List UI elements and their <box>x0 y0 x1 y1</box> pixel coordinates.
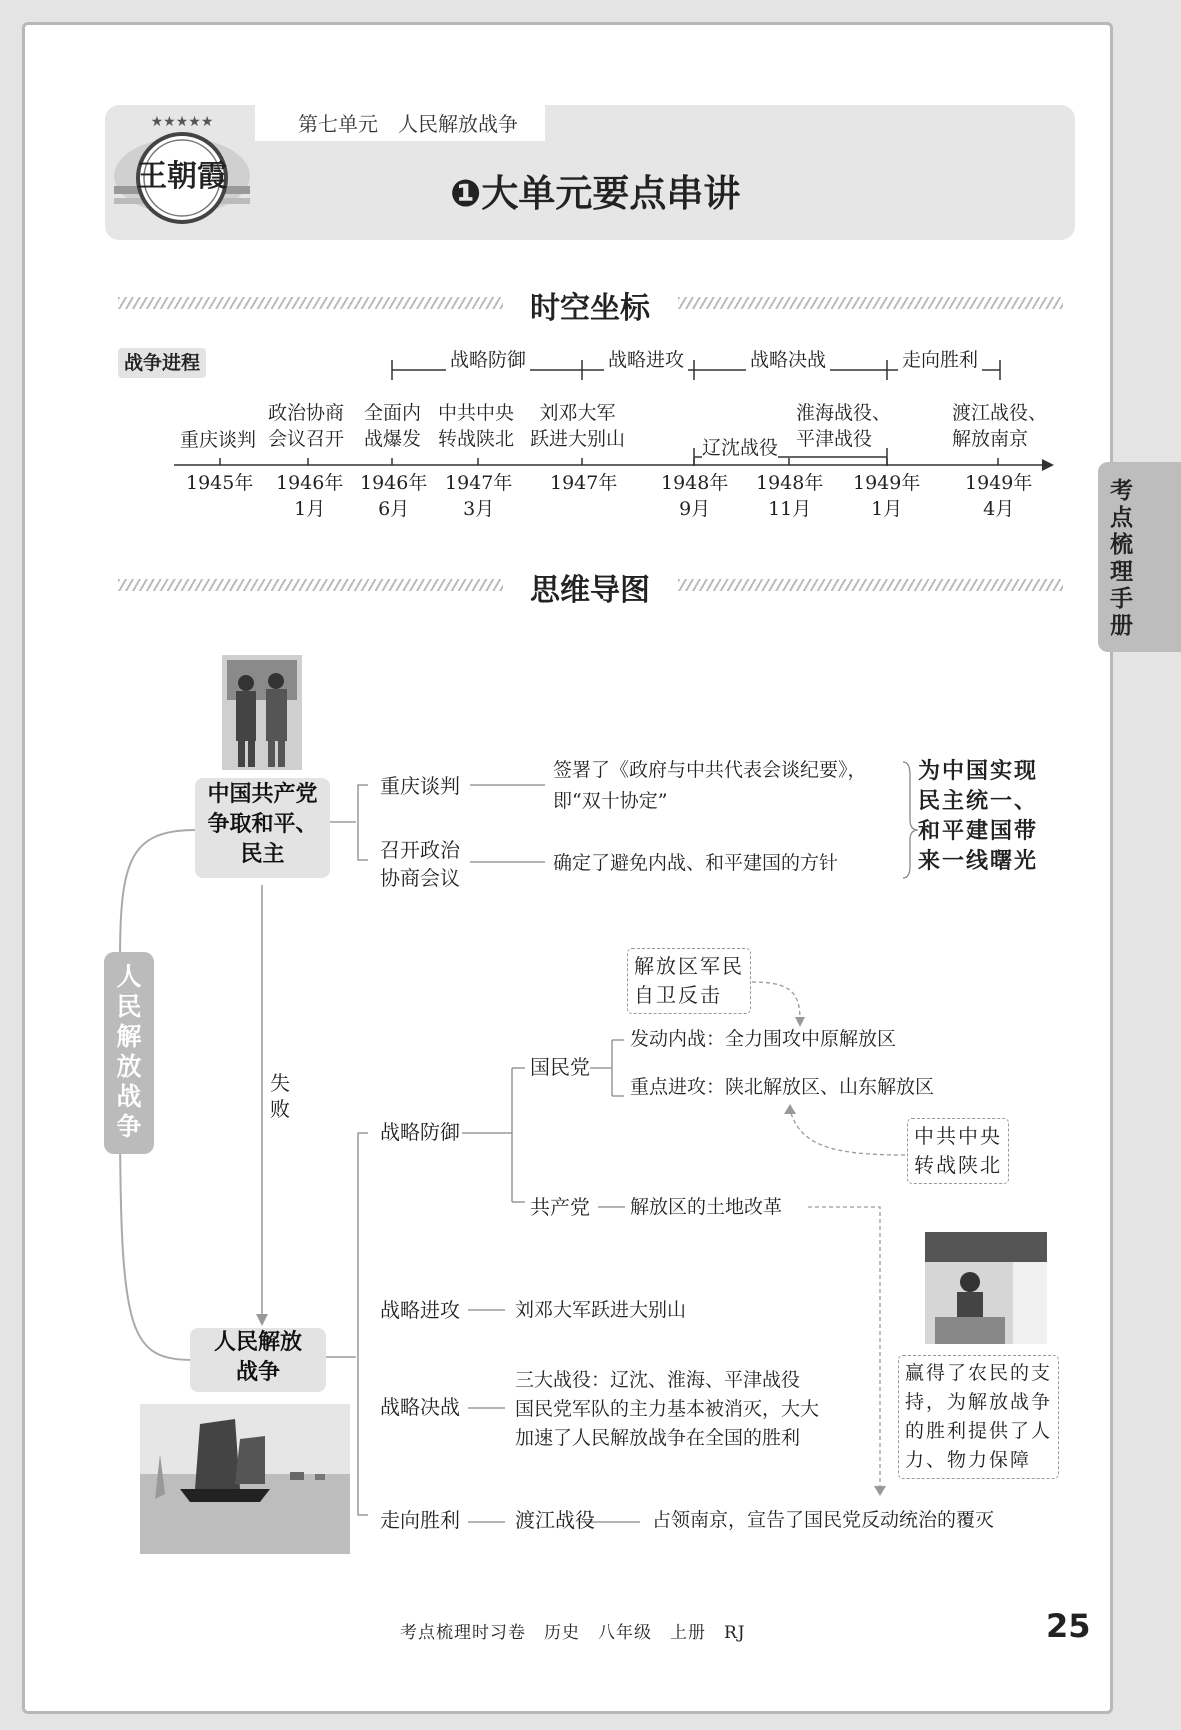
timeline-date: 1946年 1月 <box>276 472 344 520</box>
branch-offense-label: 战略进攻 <box>380 1298 460 1322</box>
timeline-date: 1946年 6月 <box>360 472 428 520</box>
branch-pcc-text: 确定了避免内战、和平建国的方针 <box>553 852 839 874</box>
timeline-date: 1947年 3月 <box>445 472 513 520</box>
timeline-phase-label: 战略防御 <box>446 347 530 373</box>
branch-decisive-label: 战略决战 <box>380 1395 460 1419</box>
timeline-phase-label: 战略决战 <box>746 347 830 373</box>
timeline-date: 1945年 <box>186 472 254 494</box>
defense-kmt-item: 重点进攻：陕北解放区、山东解放区 <box>630 1076 935 1098</box>
timeline-row-label: 战争进程 <box>118 348 206 378</box>
unit-label: 第七单元 人民解放战争 <box>298 112 518 136</box>
peace-result: 为中国实现 民主统一、 和平建国带 来一线曙光 <box>918 759 1039 874</box>
land-reform-result: 赢得了农民的支 持，为解放战争 的胜利提供了人 力、物力保障 <box>898 1355 1059 1479</box>
fail-label: 失 败 <box>270 1071 290 1121</box>
timeline-phase-label: 走向胜利 <box>898 347 982 373</box>
svg-text:★★★★★: ★★★★★ <box>150 116 214 130</box>
svg-text:王朝霞: 王朝霞 <box>137 159 227 194</box>
page-number: 25 <box>1046 1607 1091 1645</box>
node-liberation-war: 人民解放 战争 <box>190 1328 326 1392</box>
timeline-phase-label: 战略进攻 <box>604 347 688 373</box>
section-title-mindmap: 思维导图 <box>530 573 650 608</box>
timeline-event: 渡江战役、 解放南京 <box>952 402 1048 450</box>
branch-chongqing-text: 签署了《政府与中共代表会谈纪要》， 即“双十协定” <box>553 759 867 812</box>
timeline-event: 辽沈战役 <box>702 437 779 459</box>
timeline-date: 1949年 1月 <box>853 472 921 520</box>
branch-victory-label: 走向胜利 <box>380 1508 460 1532</box>
timeline-event: 刘邓大军 跃进大别山 <box>530 402 626 450</box>
defense-ccp-item: 解放区的土地改革 <box>630 1196 783 1218</box>
timeline-date: 1947年 <box>550 472 618 494</box>
decisive-text: 三大战役：辽沈、淮海、平津战役 国民党军队的主力基本被消灭，大大 加速了人民解放战争在全国的胜利 <box>515 1369 820 1449</box>
timeline-date: 1949年 4月 <box>965 472 1033 520</box>
victory-text: 占领南京，宣告了国民党反动统治的覆灭 <box>652 1509 995 1531</box>
timeline-event: 重庆谈判 <box>180 429 257 451</box>
branch-defense-label: 战略防御 <box>380 1120 460 1144</box>
timeline-event: 中共中央 转战陕北 <box>438 402 515 450</box>
defense-ccp: 共产党 <box>530 1193 590 1222</box>
node-peace: 中国共产党 争取和平、 民主 <box>195 778 330 878</box>
offense-text: 刘邓大军跃进大别山 <box>515 1299 687 1321</box>
timeline-date: 1948年 11月 <box>756 472 824 520</box>
section-title-timeline: 时空坐标 <box>530 291 650 326</box>
defense-kmt: 国民党 <box>530 1055 590 1079</box>
defense-kmt-item: 发动内战：全力围攻中原解放区 <box>630 1028 897 1050</box>
historical-photo-river-crossing <box>140 1404 350 1554</box>
footer-text: 考点梳理时习卷 历史 八年级 上册 RJ <box>400 1623 746 1643</box>
timeline-event: 淮海战役、 平津战役 <box>796 402 892 450</box>
root-node-label: 人民解放战争 <box>116 962 142 1141</box>
side-tab-label: 考点梳理手册 <box>1110 478 1133 639</box>
title-text: 大单元要点串讲 <box>481 172 741 215</box>
arrow-head <box>256 1314 268 1326</box>
note-central-committee: 中共中央 转战陕北 <box>907 1118 1009 1184</box>
historical-photo-land-reform <box>925 1232 1047 1344</box>
title-number: ❶ <box>450 172 482 215</box>
timeline-date: 1948年 9月 <box>661 472 729 520</box>
branch-chongqing-label: 重庆谈判 <box>380 774 460 798</box>
root-node <box>104 952 154 1154</box>
historical-photo-leaders <box>222 655 302 770</box>
branch-pcc-label: 召开政治 协商会议 <box>380 838 460 890</box>
timeline-event: 全面内 战爆发 <box>364 402 422 450</box>
note-self-defense: 解放区军民 自卫反击 <box>627 948 751 1014</box>
timeline-event: 政治协商 会议召开 <box>268 402 345 450</box>
victory-battle: 渡江战役 <box>515 1508 595 1532</box>
